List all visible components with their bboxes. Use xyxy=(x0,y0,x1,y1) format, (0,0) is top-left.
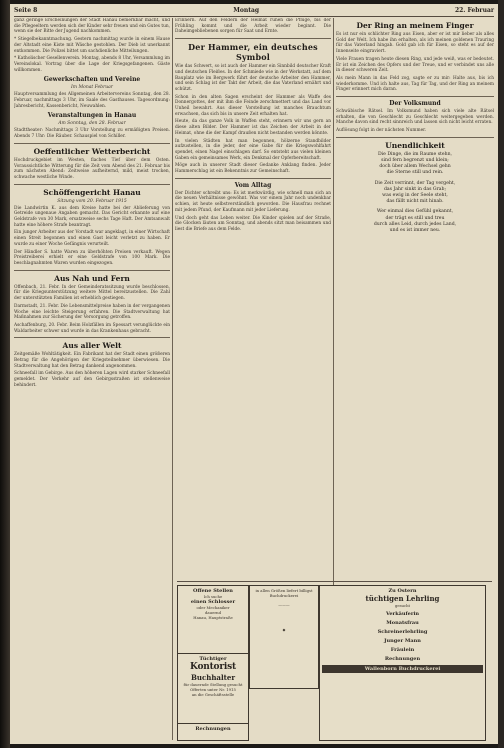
section-heading: Aus Nah und Fern xyxy=(54,273,130,283)
article-paragraph: Schon in den alten Sagen erscheint der Hammer als Waffe des Donnergottes, der mit ihm die Feinde zerschmettert und das Land vor Unheil bewahrt. Aus dieser Vorstellung ist manches Brauchtum erwachsen, das sich bis in unsere Zeit erhalten hat. xyxy=(175,94,331,117)
poem-line: und es ist immer neu. xyxy=(389,228,441,234)
section-heading: Schöffengericht Hanau xyxy=(43,187,141,197)
article-paragraph: Wie das Schwert, so ist auch der Hammer ein Sinnbild deutscher Kraft und deutschen Fleißes. In der Schmiede wie in der Werkstatt, auf dem Bauplatz wie im Bergwerk führt der deutsche Arbeiter den Hammer, und sein Schlag ist der Takt der Arbeit, die das Vaterland ernährt und schützt. xyxy=(175,64,331,92)
ad-apprentice xyxy=(249,585,319,689)
article-paragraph: Aschaffenburg, 20. Febr. Beim Holzfällen im Spessart verunglückte ein Waldarbeiter schwer und wurde in das Krankenhaus gebracht. xyxy=(14,322,170,334)
poem-line: der trägt es still und treu xyxy=(385,215,445,221)
ad-title: Tüchtiger xyxy=(199,656,227,662)
section-heading: Vom Alltag xyxy=(234,181,272,189)
poem-line: das fällt nicht mit hinab. xyxy=(386,199,444,205)
column-2 xyxy=(175,18,331,578)
ad-line: Buchdruckerei xyxy=(269,593,299,598)
section-divider xyxy=(14,337,170,338)
ad-line: Monatsfrau xyxy=(386,620,419,626)
ad-line: an die Geschäftsstelle xyxy=(191,692,235,697)
article-paragraph: Ein junger Arbeiter aus der Vorstadt war angeklagt, in einer Wirtschaft einen Streit begonnen und einen Gast leicht verletzt zu haben. Er wurde zu einer Woche Gefängnis verurteilt. xyxy=(14,230,170,247)
ad-line: Hanau, Hauptstraße xyxy=(193,615,233,620)
ad-line: oder Mechaniker xyxy=(196,605,230,610)
article-paragraph: Möge auch in unserer Stadt dieser Gedanke Anklang finden. Jeder Hammerschlag ist ein Bekenntnis zur Gemeinschaft. xyxy=(175,163,331,175)
weekday: Montag xyxy=(233,7,260,14)
ad-title: Rechnungen xyxy=(195,726,231,732)
section-subheading: Am Sonntag, den 28. Februar xyxy=(58,121,126,127)
column-rule xyxy=(172,18,173,740)
ad-mid: tüchtigen Lehrling xyxy=(365,594,440,603)
article-paragraph: In vielen Städten hat man begonnen, hölzerne Standbilder aufzustellen, in die jeder, der eine Gabe für die Kriegswohlfahrt spendet, einen Nagel einschlagen darf. So entsteht aus vielen kleinen Gaben ein gemeinsames Werk, ein Denkmal der Opferbereitschaft. xyxy=(175,138,331,161)
ad-various xyxy=(319,585,486,741)
section-heading: Veranstaltungen in Hanau xyxy=(47,112,137,120)
poem-line: das Jahr sinkt in das Grab; xyxy=(383,186,447,192)
ad-line: ◆ xyxy=(282,627,286,632)
page-header xyxy=(14,7,494,17)
article-paragraph: Darmstadt, 21. Febr. Die Lebensmittelpreise haben in der vergangenen Woche eine leichte Steigerung erfahren. Die Stadtverwaltung hat Maßnahmen zur Sicherung der Versorgung getroffen. xyxy=(14,303,170,321)
section-divider xyxy=(336,137,494,138)
section-divider xyxy=(175,38,331,39)
section-heading: Unendlichkeit xyxy=(385,140,445,150)
article-paragraph: ganz geringe Erscheinungen der Stadt Hanau bemerkbar macht, und die Pflegeeltern werden sich der Kinder sehr freuen und ein Gutes tun, wenn sie der Bitte der Jugend nachkommen. xyxy=(14,18,170,35)
ad-invoices xyxy=(177,723,249,741)
section-divider xyxy=(336,96,494,97)
article-paragraph: Es ist nur ein schlichter Ring aus Eisen, aber er ist mir lieber als alles Gold der Welt. Ich habe ihn erhalten, als ich meinen goldenen Trauring für das Vaterland hingab. Gold gab ich für Eisen, so steht es auf der Innenseite eingraviert. xyxy=(336,32,494,55)
article-paragraph: Auflösung folgt in der nächsten Nummer. xyxy=(336,128,427,134)
section-heading: Der Hammer, ein deutsches Symbol xyxy=(188,42,318,63)
poem-line: was ewig in der Seele steht, xyxy=(382,193,448,199)
page-edge xyxy=(498,0,504,748)
ad-line: Rechnungen xyxy=(384,656,421,662)
poem-line: sind fern begrenzt und klein; xyxy=(381,158,449,164)
section-heading: Der Ring an meinem Finger xyxy=(356,21,474,30)
section-divider xyxy=(14,270,170,271)
article-paragraph: * Katholischer Gesellenverein. Montag, abends 8 Uhr, Versammlung im Vereinslokal. Vortrag über die Lage der Kriegsgefangenen. Gäste willkommen. xyxy=(14,56,170,73)
article-paragraph: Als mein Mann in das Feld zog, sagte er zu mir: Halte aus, bis ich wiederkomme. Und ich halte aus, Tag für Tag, und der Ring an meinem Finger erinnert mich daran. xyxy=(336,75,494,93)
ad-mid: Buchhalter xyxy=(190,673,236,682)
article-paragraph: Viele Frauen tragen heute diesen Ring, und jede weiß, was er bedeutet. Er ist ein Zeichen des Opfers und der Treue, und er verbindet uns alle in dieser schweren Zeit. xyxy=(336,56,494,74)
ad-line: in allen Größen liefert billigst xyxy=(255,588,313,593)
ad-title: Zu Ostern xyxy=(388,588,417,594)
section-heading: Der Volksmund xyxy=(389,100,441,108)
ad-job-offer xyxy=(177,585,249,655)
article-paragraph: Hochdruckgebiet im Westen, flaches Tief über dem Osten. Voraussichtliche Witterung für die Zeit vom Abend des 21. Februar bis zum nächsten Abend: Zeitweise aufheiternd, mild, meist trocken, schwache westliche Winde. xyxy=(14,157,170,180)
ad-line: Fräulein xyxy=(390,647,415,653)
article-paragraph: Der Händler S. hatte Waren zu überhöhten Preisen verkauft. Wegen Preistreiberei erhielt er eine Geldstrafe von 100 Mark. Die beschlagnahmten Waren wurden eingezogen. xyxy=(14,249,170,266)
page-number: Seite 8 xyxy=(14,7,38,14)
article-paragraph: Der Dichter schreibt uns: Es ist merkwürdig, wie schnell man sich an die neuen Verhältnisse gewöhnt. Was vor einem Jahr noch undenkbar schien, ist heute selbstverständlich geworden. Die Hausfrau rechnet mit jedem Pfund, der Kaufmann mit jeder Lieferung. xyxy=(175,190,331,213)
article-paragraph: * Stiegelbekanntmachung. Gestern nachmittag wurde in einem Hause der Altstadt eine Kiste mit Wäsche gestohlen. Der Dieb ist unerkannt entkommen. Die Polizei bittet um sachdienliche Mitteilungen. xyxy=(14,37,170,54)
column-1 xyxy=(14,18,170,740)
article-paragraph: Schwäbische Rätsel. Im Volksmund haben sich viele alte Rätsel erhalten, die von Geschlecht zu Geschlecht weitergegeben werden. Manche davon sind recht sinnreich und lassen sich nicht leicht erraten. xyxy=(336,109,494,126)
article-paragraph: Stadttheater: Nachmittags 3 Uhr Vorstellung zu ermäßigten Preisen. Abends 7 Uhr: Die Räuber. Schauspiel von Schiller. xyxy=(14,128,170,140)
poem-line: doch über allem Wechsel gehn xyxy=(379,164,451,170)
ad-big: Kontorist xyxy=(190,662,236,672)
ad-accountant xyxy=(177,653,249,725)
advertisements xyxy=(177,581,492,740)
article-paragraph: Hauptversammlung des Allgemeinen Arbeitervereins Sonntag, den 28. Februar, nachmittags 3 Uhr, im Saale des Gasthauses. Tagesordnung: Jahresbericht, Kassenbericht, Neuwahlen. xyxy=(14,92,170,109)
section-subheading: Im Monat Februar xyxy=(71,85,113,91)
article-paragraph: Die Landwirtin K. aus dem Kreise hatte bei der Ablieferung von Getreide ungenaue Angaben gemacht. Das Gericht erkannte auf eine Geldstrafe von 30 Mark, ersatzweise sechs Tage Haft. Der Amtsanwalt hatte eine höhere Strafe beantragt. xyxy=(14,205,170,228)
ad-line: Junger Mann xyxy=(384,638,421,644)
section-heading: Gewerkschaften und Vereine xyxy=(43,76,141,84)
ad-line: Verkäuferin xyxy=(385,611,420,617)
article-paragraph: Erinnern. Auf den Feldern der Heimat ruhen die Pflüge, bis der Frühling kommt und die Arbeit wieder beginnt. Die Daheimgebliebenen sorgen für Saat und Ernte. xyxy=(175,18,331,35)
article-paragraph: Heute, da das ganze Volk in Waffen steht, erinnern wir uns gern an diese alten Bilder. Der Hammer ist das Zeichen der Arbeit in der Heimat, ohne die der Kampf draußen nicht bestanden werden könnte. xyxy=(175,119,331,136)
article-paragraph: Schneefall im Gebirge. Aus den höheren Lagen wird starker Schneefall gemeldet. Der Verkehr auf den Gebirgsstraßen ist stellenweise behindert. xyxy=(14,371,170,388)
ad-line: ——— xyxy=(278,602,290,607)
section-divider xyxy=(175,178,331,179)
ad-line: einen Schlosser xyxy=(190,599,236,605)
ad-line: Offerten unter Nr. 1915 xyxy=(190,687,236,692)
book-gutter xyxy=(0,0,10,748)
poem-line: Wer einmal dies Gefühl gekannt, xyxy=(376,209,454,215)
poem-line: Die Zeit verrinnt, der Tag vergeht, xyxy=(374,180,456,186)
ad-line: dauernd xyxy=(204,610,222,615)
ad-line: Ich suche xyxy=(203,594,223,599)
poem-line: durch alles Leid, durch jedes Land, xyxy=(373,221,457,227)
poem-line: die Sterne still und rein. xyxy=(386,170,444,176)
ad-title: Offene Stellen xyxy=(193,588,233,594)
ad-line: für dauernde Stellung gesucht xyxy=(183,682,243,687)
section-divider xyxy=(14,184,170,185)
poem-line: Die Dinge, die im Raume stehn, xyxy=(378,151,452,157)
section-subheading: Sitzung vom 20. Februar 1915 xyxy=(57,198,127,204)
ad-line: Wallenborn Buchdruckerei xyxy=(322,665,483,673)
article-paragraph: Und doch geht das Leben weiter. Die Kinder spielen auf der Straße, die Glocken läuten am Sonntag, und abends sitzt man beisammen und liest die Briefe aus dem Felde. xyxy=(175,215,331,232)
newspaper-page xyxy=(10,4,498,744)
article-paragraph: Offenbach, 21. Febr. In der Gemeinderatssitzung wurde beschlossen, für die Kriegsunterstützung weitere Mittel bereitzustellen. Die Zahl der unterstützten Familien ist erheblich gestiegen. xyxy=(14,284,170,302)
section-heading: Aus aller Welt xyxy=(62,341,122,351)
article-paragraph: Zeitgemäße Wohltätigkeit. Ein Fabrikant hat der Stadt einen größeren Betrag für die Angehörigen der Kriegsteilnehmer überwiesen. Die Stadtverwaltung hat den Betrag dankend angenommen. xyxy=(14,352,170,369)
section-heading: Oeffentlicher Wetterbericht xyxy=(33,146,151,156)
column-3 xyxy=(336,18,494,578)
ad-line: gesucht xyxy=(394,603,411,608)
ad-line: Schreinerlehrling xyxy=(377,629,428,635)
section-divider xyxy=(14,143,170,144)
issue-date: 22. Februar xyxy=(454,7,494,14)
